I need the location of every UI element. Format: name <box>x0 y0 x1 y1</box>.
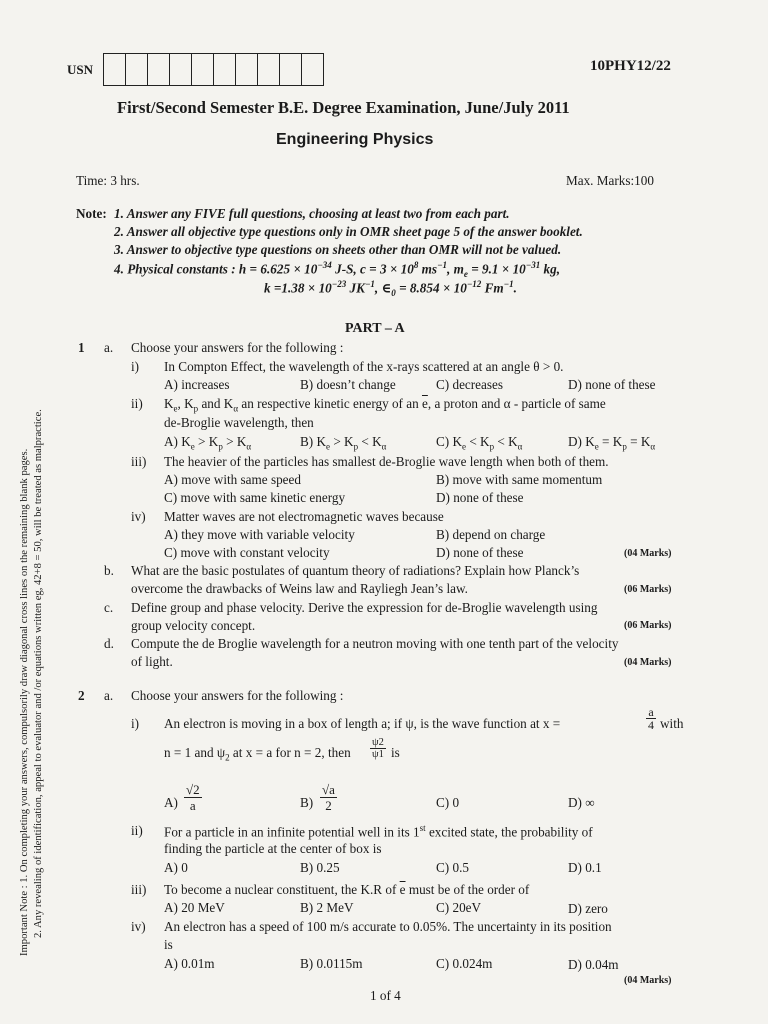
q1-iv-option-d: D) none of these <box>436 545 524 560</box>
subject-code: 10PHY12/22 <box>590 58 671 74</box>
q2-iv-option-b: B) 0.0115m <box>300 956 363 971</box>
usn-box-cell[interactable] <box>103 53 126 86</box>
q2-i-option-a-label: A) <box>164 795 178 810</box>
q2-iv-option-a: A) 0.01m <box>164 956 215 971</box>
important-side-note: Important Note : 1. On completing your answers, compulsorily draw diagonal cross lines on the remaining blank pages. 2. Any revealing of identification, appeal to evaluator and /or equations written eg, 42+8 = 50, will be treated as malpractice. <box>19 409 44 956</box>
q1-iii-option-a: A) move with same speed <box>164 472 301 487</box>
q1-iv-label: iv) <box>131 509 146 524</box>
note-1: 1. Answer any FIVE full questions, choosing at least two from each part. <box>114 206 510 221</box>
q2-i-label: i) <box>131 716 140 731</box>
q2-i-fraction-a-over-4: $\frac{a}{4}$ <box>648 705 654 732</box>
q1-iii-label: iii) <box>131 454 147 469</box>
q2-i-ratio: $\frac{\psi 2}{\psi 1}$ <box>372 737 384 760</box>
note-4-constants-line2: $k =1.38 \times 10^{-23}$ $JK^{-1}$, $\in_0 = 8.854 \times 10^{-12}$ $Fm^{-1}$. <box>264 279 517 299</box>
q1b-text: What are the basic postulates of quantum theory of radiations? Explain how Planck’s <box>131 563 580 578</box>
q1b-label: b. <box>104 563 114 578</box>
q2-iv-text: An electron has a speed of 100 m/s accurate to 0.05%. The uncertainty in its position <box>164 919 612 934</box>
usn-label: USN <box>67 62 94 77</box>
q2a-text: Choose your answers for the following : <box>131 688 344 703</box>
max-marks: Max. Marks:100 <box>566 173 654 188</box>
q1-ii-option-b: B) $K_e > K_p < K_\alpha$ <box>300 434 387 452</box>
usn-box-cell[interactable] <box>147 53 170 86</box>
q2-ii-option-c: C) 0.5 <box>436 860 469 875</box>
q1-i-option-b: B) doesn’t change <box>300 377 396 392</box>
note-label: Note: <box>76 206 107 221</box>
q2a-label: a. <box>104 688 114 703</box>
usn-box-cell[interactable] <box>125 53 148 86</box>
usn-box-cell[interactable] <box>301 53 324 86</box>
q1d-marks: (04 Marks) <box>624 657 672 668</box>
q2-iv-option-d: D) 0.04m <box>568 957 619 972</box>
q1-ii-option-c: C) $K_e < K_p < K_\alpha$ <box>436 434 523 452</box>
q1-iii-text: The heavier of the particles has smallest de-Broglie wave length when both of them. <box>164 454 609 469</box>
q1a-marks: (04 Marks) <box>624 548 672 559</box>
q1-iv-option-a: A) they move with variable velocity <box>164 527 355 542</box>
usn-boxes[interactable] <box>104 53 324 86</box>
note-3: 3. Answer to objective type questions on sheets other than OMR will not be valued. <box>114 242 562 257</box>
q2-i-text-line2: n = 1 and $\psi_2$ at x = a for n = 2, then <box>164 745 351 763</box>
q2-i-text: An electron is moving in a box of length a; if ψ, is the wave function at x = <box>164 716 561 731</box>
q1-ii-option-d: D) $K_e = K_p = K_\alpha$ <box>568 434 656 452</box>
usn-box-cell[interactable] <box>279 53 302 86</box>
q1b-text-line2: overcome the drawbacks of Weins law and Rayliegh Jean’s law. <box>131 581 468 596</box>
q2-iii-label: iii) <box>131 882 147 897</box>
exam-title: First/Second Semester B.E. Degree Examination, June/July 2011 <box>117 98 570 117</box>
q2-ii-text: For a particle in an infinite potential well in its 1st excited state, the probability of <box>164 823 593 840</box>
q1-ii-text: $K_e$, $K_p$ and $K_\alpha$ an respective kinetic energy of an $\overline{e}$, a proton and α - particle of same <box>164 396 606 414</box>
q1-ii-label: ii) <box>131 396 143 411</box>
usn-box-cell[interactable] <box>191 53 214 86</box>
q1d-label: d. <box>104 636 114 651</box>
q2-iii-text: To become a nuclear constituent, the K.R of $\overline{e}$ must be of the order of <box>164 882 530 897</box>
usn-box-cell[interactable] <box>213 53 236 86</box>
q1-iii-option-d: D) none of these <box>436 490 524 505</box>
q2-ii-label: ii) <box>131 823 143 838</box>
usn-box-cell[interactable] <box>169 53 192 86</box>
q1-i-label: i) <box>131 359 140 374</box>
q2-ii-option-a: A) 0 <box>164 860 188 875</box>
q1-iv-option-c: C) move with constant velocity <box>164 545 330 560</box>
subject-title: Engineering Physics <box>276 131 434 148</box>
q2-iii-option-b: B) 2 MeV <box>300 900 354 915</box>
q1-i-text: In Compton Effect, the wavelength of the x-rays scattered at an angle θ > 0. <box>164 359 564 374</box>
q2-iii-option-a: A) 20 MeV <box>164 900 225 915</box>
note-4-constants: 4. Physical constants : $h = 6.625 \times 10^{-34}$ J-S, $c = 3 \times 10^8$ $ms^{-1}$, $m_e = 9.1 \times 10^{-31}$ kg, <box>114 260 561 280</box>
q1b-marks: (06 Marks) <box>624 584 672 595</box>
q1c-marks: (06 Marks) <box>624 620 672 631</box>
q1-iv-option-b: B) depend on charge <box>436 527 546 542</box>
q1d-text-line2: of light. <box>131 654 173 669</box>
q1-ii-text-line2: de-Broglie wavelength, then <box>164 415 314 430</box>
q1-iii-option-c: C) move with same kinetic energy <box>164 490 346 505</box>
q2-i-is: is <box>391 745 400 760</box>
q2-iii-option-d: D) zero <box>568 901 608 916</box>
q2-ii-option-d: D) 0.1 <box>568 860 602 875</box>
q1-iii-option-b: B) move with same momentum <box>436 472 603 487</box>
q2-i-option-b: $\frac{√a}{2}$ <box>322 782 335 813</box>
q2-number: 2 <box>78 688 85 703</box>
q2-iv-text-line2: is <box>164 937 173 952</box>
q2-ii-text-line2: finding the particle at the center of box is <box>164 841 382 856</box>
q2-i-option-c: C) 0 <box>436 795 460 810</box>
time-label: Time: 3 hrs. <box>76 173 140 188</box>
q2-iv-label: iv) <box>131 919 146 934</box>
q2-iv-option-c: C) 0.024m <box>436 956 493 971</box>
q2-ii-option-b: B) 0.25 <box>300 860 340 875</box>
q1c-label: c. <box>104 600 114 615</box>
page-number: 1 of 4 <box>370 988 401 1003</box>
q2-i-option-d: D) ∞ <box>568 795 595 810</box>
q1-i-option-d: D) none of these <box>568 377 656 392</box>
q2-i-with: with <box>660 716 684 731</box>
note-2: 2. Answer all objective type questions only in OMR sheet page 5 of the answer booklet. <box>114 224 583 239</box>
q1a-text: Choose your answers for the following : <box>131 340 344 355</box>
usn-box-cell[interactable] <box>257 53 280 86</box>
q1-i-option-c: C) decreases <box>436 377 503 392</box>
q2a-marks: (04 Marks) <box>624 975 672 986</box>
part-a-heading: PART – A <box>345 321 405 336</box>
q1-i-option-a: A) increases <box>164 377 230 392</box>
q1-ii-option-a: A) $K_e > K_p > K_\alpha$ <box>164 434 252 452</box>
q1c-text-line2: group velocity concept. <box>131 618 256 633</box>
q2-iii-option-c: C) 20eV <box>436 900 482 915</box>
usn-box-cell[interactable] <box>235 53 258 86</box>
q1d-text: Compute the de Broglie wavelength for a neutron moving with one tenth part of the velocity <box>131 636 619 651</box>
q2-i-option-b-label: B) <box>300 795 314 810</box>
q1c-text: Define group and phase velocity. Derive the expression for de-Broglie wavelength using <box>131 600 598 615</box>
q1-number: 1 <box>78 340 85 355</box>
q1-iv-text: Matter waves are not electromagnetic waves because <box>164 509 444 524</box>
q2-i-option-a: $\frac{√2}{a}$ <box>186 782 200 813</box>
q1a-label: a. <box>104 340 114 355</box>
